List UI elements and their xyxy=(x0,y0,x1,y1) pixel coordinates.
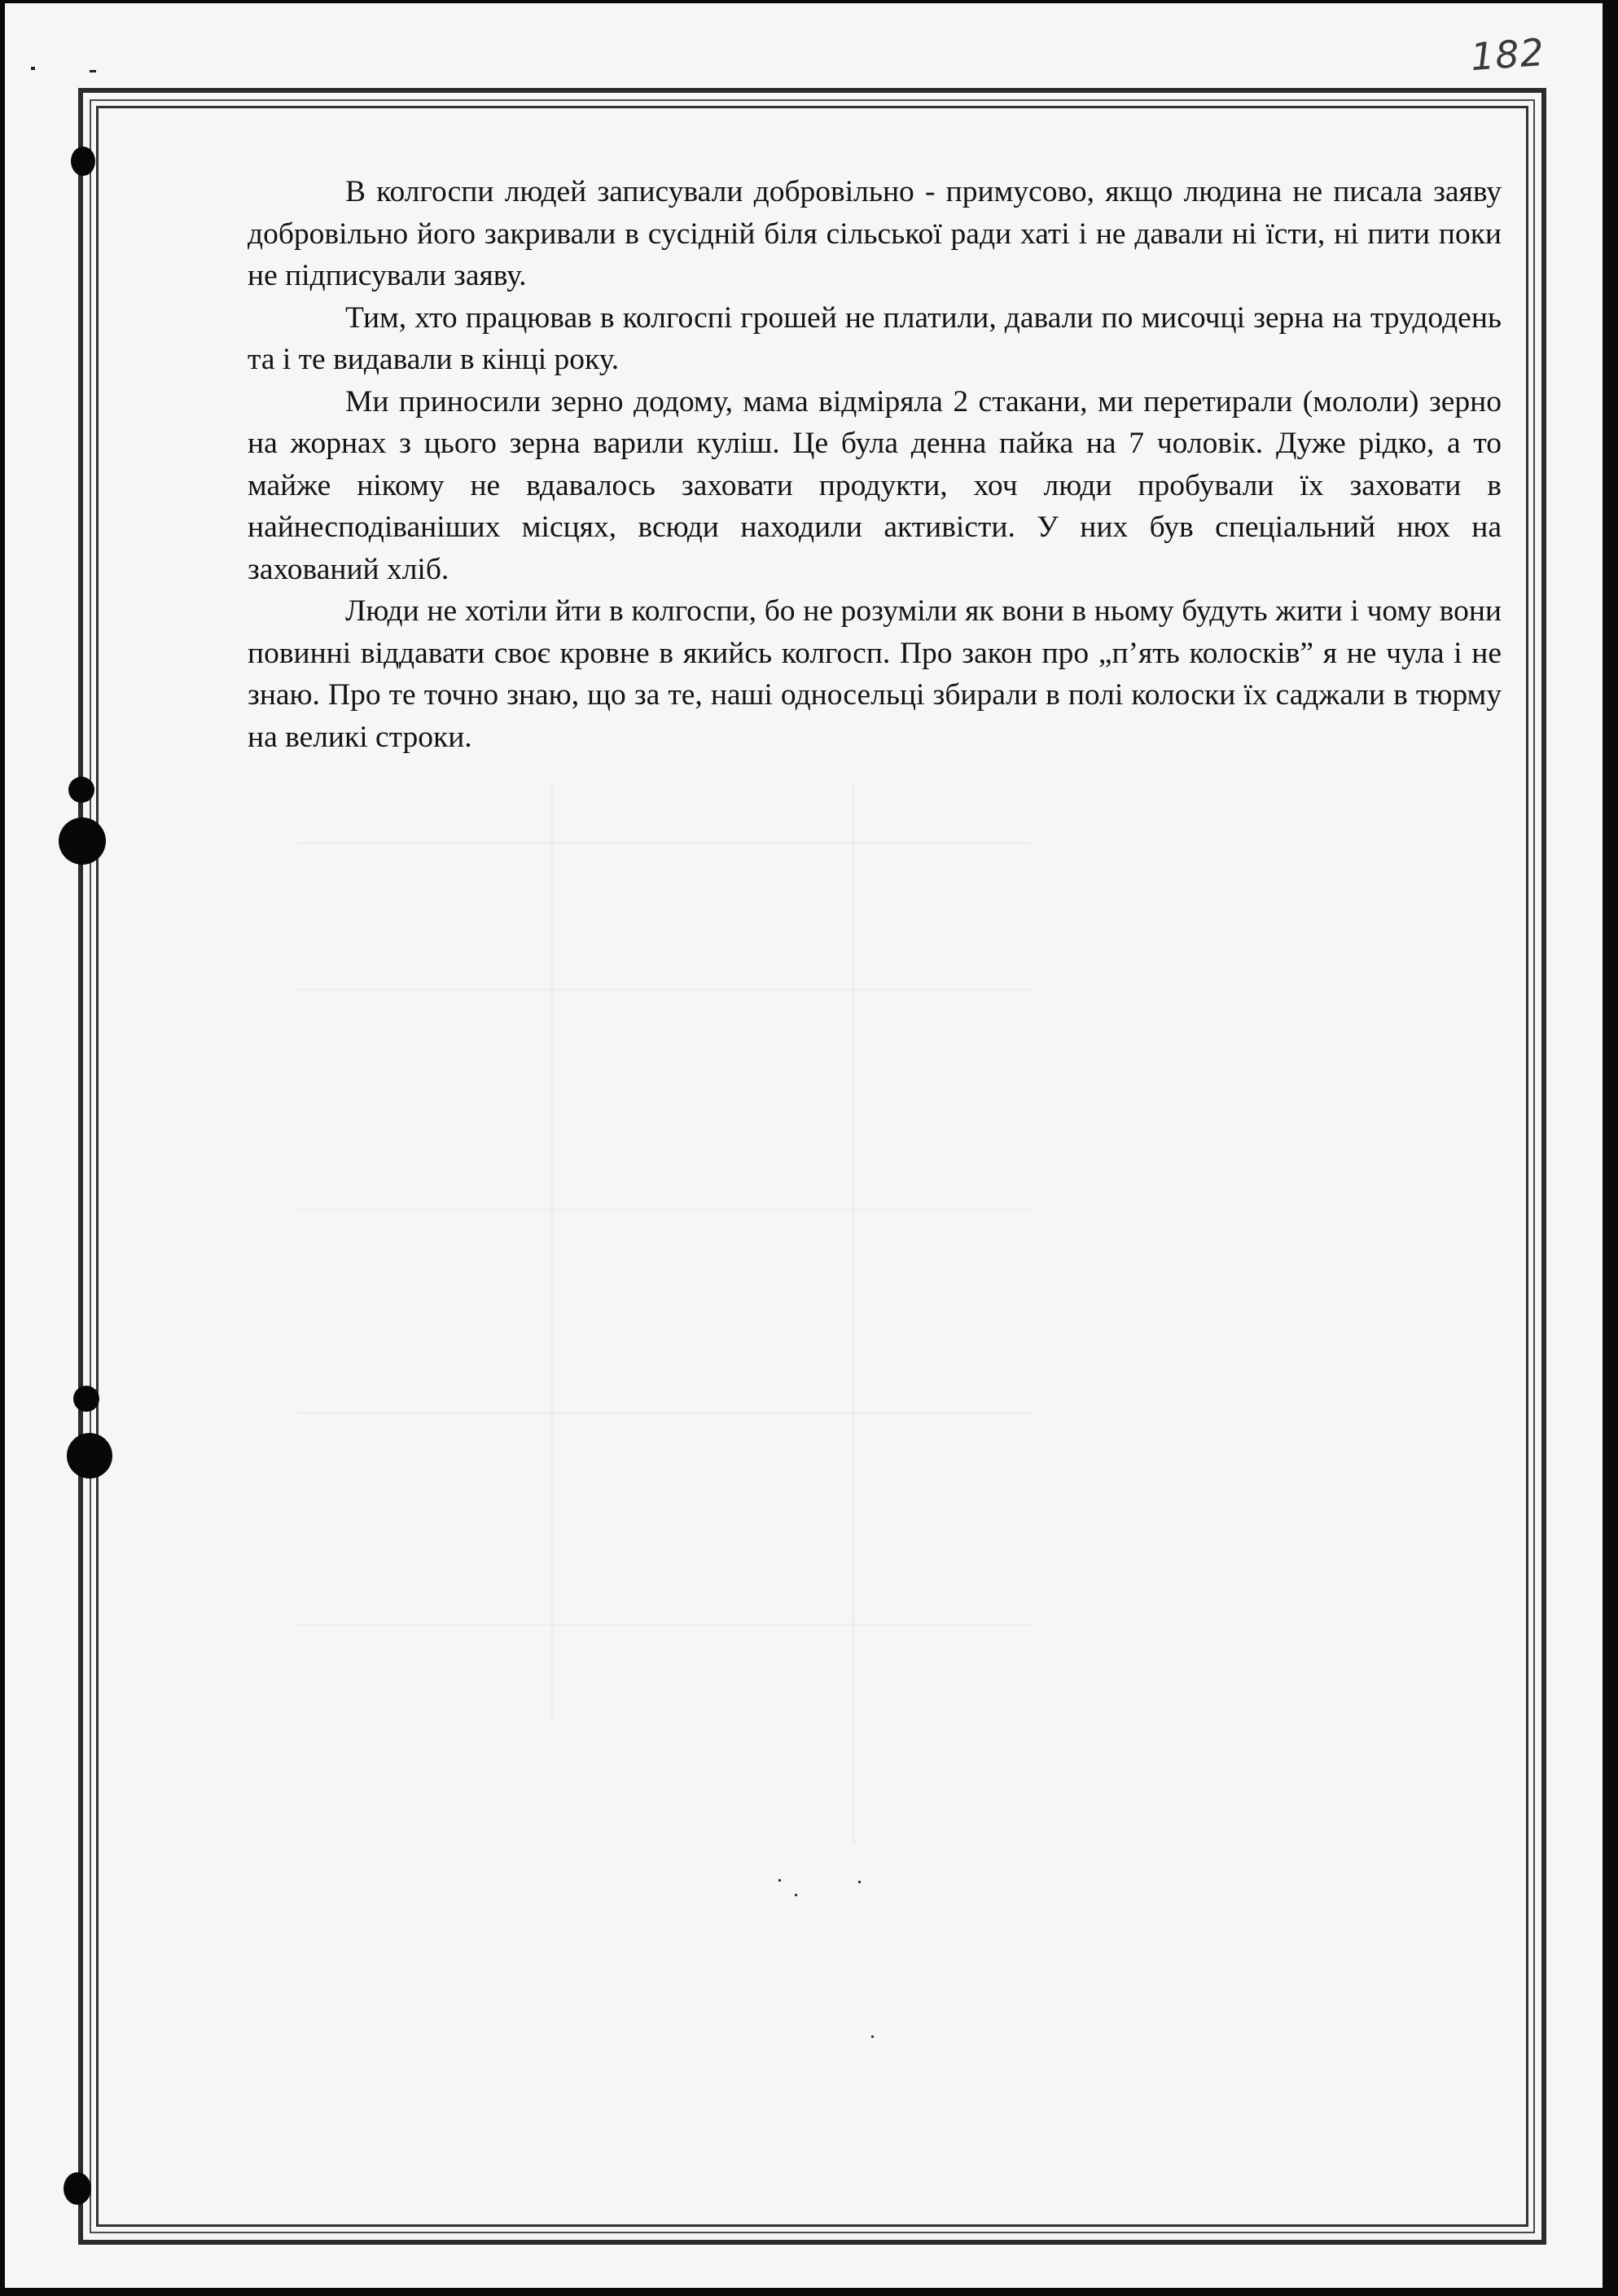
folio-number: 182 xyxy=(1469,29,1546,80)
punch-hole xyxy=(67,1433,112,1479)
scan-speck xyxy=(778,1879,781,1882)
punch-hole xyxy=(59,817,106,865)
scan-speck xyxy=(858,1881,861,1883)
scan-mark xyxy=(90,70,96,72)
paragraph: Тим, хто працював в колгоспі грошей не платили, давали по мисочці зерна на трудодень та і те видавали в кінці року. xyxy=(248,300,1502,376)
punch-hole xyxy=(71,147,95,176)
paragraph: Ми приносили зерно додому, мама відміряла 2 стакани, ми перетирали (мололи) зерно на жорнах з цього зерна варили куліш. Це була денна пайка на 7 чоловік. Дуже рідко, а то майже нікому не вдавалось заховати продукти, хоч люди пробували їх заховати в найнесподіваніших місцях, всюди находили активісти. У них був спеціальний нюх на захований хліб. xyxy=(248,384,1502,586)
punch-hole xyxy=(64,2172,91,2205)
scan-mark xyxy=(31,67,35,70)
document-body xyxy=(248,171,1502,758)
punch-hole xyxy=(68,777,94,803)
scan-speck xyxy=(871,2035,874,2038)
scan-speck xyxy=(795,1894,797,1896)
paragraph: Люди не хотіли йти в колгоспи, бо не розуміли як вони в ньому будуть жити і чому вони повинні віддавати своє кровне в якийсь колгосп. Про закон про „п’ять колосків” я не чула і не знаю. Про те точно знаю, що за те, наші односельці збирали в полі колоски їх саджали в тюрму на великі строки. xyxy=(248,594,1502,754)
scanned-page xyxy=(5,3,1603,2288)
punch-hole xyxy=(73,1386,99,1412)
paragraph: В колгоспи людей записували добровільно - примусово, якщо людина не писала заяву добровільно його закривали в сусідній біля сільської ради хаті і не давали ні їсти, ні пити поки не підписували заяву. xyxy=(248,175,1502,292)
